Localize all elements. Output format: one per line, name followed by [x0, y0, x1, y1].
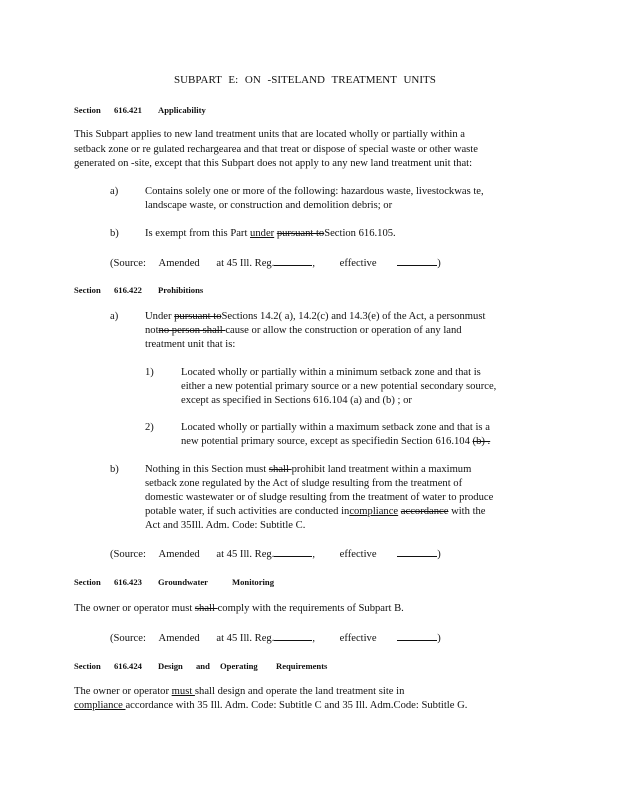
- section-number: 616.421: [114, 105, 142, 115]
- section-title-word: Requirements: [276, 661, 328, 671]
- paragraph-line: [145, 463, 471, 476]
- source-note: [110, 546, 441, 561]
- paragraph-line: [74, 602, 404, 615]
- item-label-a: a): [110, 311, 119, 322]
- text-run: comply with the requirements of Subpart B.: [217, 603, 404, 614]
- source-comma: ,: [312, 549, 316, 560]
- deleted-text: shall: [194, 603, 218, 614]
- source-register: at 45 Ill. Reg.: [216, 633, 275, 644]
- section-number: 616.423: [114, 577, 142, 587]
- item-label-2: 2): [145, 422, 154, 433]
- paragraph-line: setback zone regulated by the Act of sludge resulting from the treatment of: [145, 478, 463, 489]
- source-comma: ,: [312, 258, 316, 269]
- source-amended: Amended: [158, 258, 200, 269]
- paragraph-line: This Subpart applies to new land treatment units that are located wholly or partially within a: [74, 129, 465, 140]
- section-label: Section: [74, 577, 101, 587]
- section-title-word: Monitoring: [232, 577, 275, 587]
- text-run: The owner or operator: [74, 686, 172, 697]
- source-close: ): [437, 549, 441, 560]
- text-run: accordance with 35 Ill. Adm. Code: Subtitle C and 35 Ill. Adm.Code: Subtitle G.: [125, 700, 468, 711]
- section-label: Section: [74, 105, 101, 115]
- source-close: ): [437, 258, 441, 269]
- item-label-a: a): [110, 186, 119, 197]
- text-run: not: [145, 325, 159, 336]
- paragraph-line: generated on -site, except that this Subpart does not apply to any new land treatment unit that:: [74, 158, 473, 169]
- text-run: The owner or operator must: [74, 603, 195, 614]
- section-title-word: Operating: [220, 661, 258, 671]
- register-blank: [274, 255, 312, 266]
- register-blank: [274, 546, 312, 557]
- effective-blank: [397, 546, 437, 557]
- paragraph-line: setback zone or re gulated rechargearea and that treat or dispose of special waste or other waste: [74, 144, 478, 155]
- text-run: potable water, if such activities are conducted in: [145, 506, 350, 517]
- paragraph-line: domestic wastewater or of sludge resulting from the treatment of water to produce: [145, 492, 494, 503]
- inserted-text: must: [171, 686, 195, 697]
- paragraph-line: [181, 435, 490, 448]
- text-run: Under: [145, 311, 175, 322]
- source-register: at 45 Ill. Reg.: [216, 549, 275, 560]
- section-title: Applicability: [158, 105, 206, 115]
- paragraph-line: Contains solely one or more of the following: hazardous waste, livestockwas te,: [145, 186, 484, 197]
- source-note: [110, 255, 441, 270]
- inserted-text: compliance: [349, 506, 399, 517]
- section-number: 616.422: [114, 285, 142, 295]
- paragraph-line: treatment unit that is:: [145, 339, 236, 350]
- effective-blank: [397, 630, 437, 641]
- deleted-text: accordance: [400, 506, 449, 517]
- source-note: [110, 630, 441, 645]
- deleted-text: no person shall: [158, 325, 226, 336]
- source-close: ): [437, 633, 441, 644]
- section-title-word: and: [196, 661, 210, 671]
- effective-blank: [397, 255, 437, 266]
- source-open: (Source:: [110, 633, 146, 644]
- section-title: Prohibitions: [158, 285, 204, 295]
- source-register: at 45 Ill. Reg.: [216, 258, 275, 269]
- deleted-text: pursuant to: [174, 311, 222, 322]
- inserted-text: compliance: [74, 700, 126, 711]
- paragraph-line: Located wholly or partially within a minimum setback zone and that is: [181, 367, 481, 378]
- section-label: Section: [74, 285, 101, 295]
- section-label: Section: [74, 661, 101, 671]
- item-label-b: b): [110, 464, 119, 475]
- paragraph-line: Act and 35Ill. Adm. Code: Subtitle C.: [145, 520, 306, 531]
- text-run: prohibit land treatment within a maximum: [291, 464, 472, 475]
- deleted-text: (b) .: [472, 436, 491, 447]
- source-effective: effective: [339, 549, 377, 560]
- text-run: Is exempt from this Part: [145, 228, 251, 239]
- item-label-b: b): [110, 228, 119, 239]
- deleted-text: shall: [268, 464, 292, 475]
- text-run: Nothing in this Section must: [145, 464, 269, 475]
- source-open: (Source:: [110, 549, 146, 560]
- source-amended: Amended: [158, 633, 200, 644]
- text-run: Section 616.105.: [324, 228, 396, 239]
- paragraph-line: [74, 685, 404, 698]
- paragraph-line: landscape waste, or construction and demolition debris; or: [145, 200, 393, 211]
- page-title: SUBPART E: ON -SITELAND TREATMENT UNITS: [174, 74, 436, 86]
- text-run: cause or allow the construction or operation of any land: [225, 325, 462, 336]
- paragraph-line: Located wholly or partially within a maximum setback zone and that is a: [181, 422, 490, 433]
- text-run: Sections 14.2( a), 14.2(c) and 14.3(e) of the Act, a personmust: [221, 311, 486, 322]
- source-open: (Source:: [110, 258, 146, 269]
- paragraph-line: either a new potential primary source or a new potential secondary source,: [181, 381, 497, 392]
- inserted-text: under: [250, 228, 275, 239]
- source-effective: effective: [339, 633, 377, 644]
- source-amended: Amended: [158, 549, 200, 560]
- text-run: with the: [448, 506, 486, 517]
- item-label-1: 1): [145, 367, 154, 378]
- text-run: shall design and operate the land treatment site in: [194, 686, 405, 697]
- paragraph-line: [145, 227, 396, 240]
- source-effective: effective: [339, 258, 377, 269]
- paragraph-line: [145, 310, 485, 323]
- paragraph-line: [145, 324, 462, 337]
- paragraph-line: [145, 505, 486, 518]
- text-run: new potential primary source, except as specifiedin Section 616.104: [181, 436, 473, 447]
- section-title-word: Design: [158, 661, 183, 671]
- section-title-word: Groundwater: [158, 577, 208, 587]
- section-number: 616.424: [114, 661, 142, 671]
- deleted-text: pursuant to: [276, 228, 325, 239]
- register-blank: [274, 630, 312, 641]
- paragraph-line: [74, 699, 467, 712]
- paragraph-line: except as specified in Sections 616.104 (a) and (b) ; or: [181, 395, 412, 406]
- source-comma: ,: [312, 633, 316, 644]
